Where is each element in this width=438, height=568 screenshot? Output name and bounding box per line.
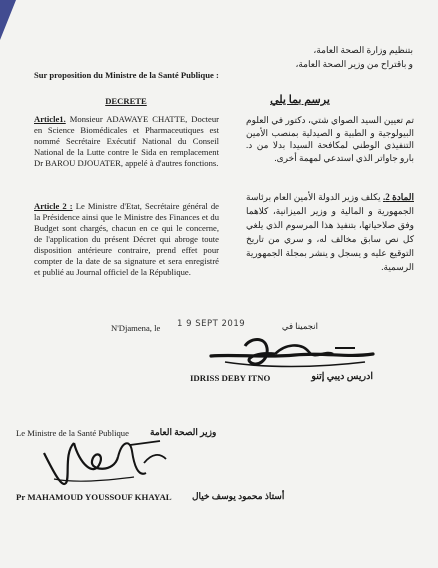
president-signature: [205, 328, 380, 376]
article2-fr: [34, 201, 219, 278]
arabic-decree-title: يرسم بما يلي: [270, 94, 330, 106]
minister-name-ar: أستاذ محمود يوسف خيال: [192, 491, 285, 501]
article1-fr: [34, 114, 219, 169]
arabic-header-line1: بتنظيم وزارة الصحة العامة،: [313, 45, 413, 55]
article1-ar: تم تعيين السيد الصواي شتي، دكتور في العلوم البيولوجية و الطبية و الصيدلية بمنصب الأمين التنفيذي الوطني لمكافحة السيدا بدلا من د. بارو جاواتر الذي استدعي لمهمة أخرى.: [246, 115, 414, 163]
minister-title-fr: Le Ministre de la Santé Publique: [16, 428, 129, 438]
article1-text-fr: Monsieur ADAWAYE CHATTE, Docteur en Science Biomédicales et Pharmaceutiques est nommé Secrétaire Exécutif National du Conseil National de la Lutte contre le Sida en remplacement Dr BAROU DJOUATER, appelé à d'autres fonctions.: [34, 114, 219, 168]
minister-title-ar: وزير الصحة العامة: [150, 427, 217, 437]
article2-text-fr: Le Ministre d'Etat, Secrétaire général de la Présidence ainsi que le Ministre des Finances et du Budget sont chargés, chacun en ce qui le concerne, de l'application du présent Décret qui abroge toute disposition antérieure contraire, prend effet pour compter de la date de sa signature et sera enregistré et publié au Journal officiel de la République.: [34, 201, 219, 277]
minister-name-fr: Pr MAHAMOUD YOUSSOUF KHAYAL: [16, 492, 172, 502]
decrete-heading: DECRETE: [105, 96, 147, 106]
date-stamp: 1 9 SEPT 2019: [177, 319, 246, 329]
article2-label-ar: المادة 2.: [382, 192, 414, 202]
president-name-ar: ادريس ديبي إتنو: [311, 372, 373, 382]
signed-at-ar: انجمينا في: [281, 321, 318, 331]
article2-ar: [246, 190, 414, 274]
arabic-header-line2: و باقتراح من وزير الصحة العامة،: [295, 59, 413, 69]
article1-label-fr: Article1.: [34, 114, 66, 124]
article2-text-ar: يكلف وزير الدولة الأمين العام برئاسة الجمهورية و المالية و وزير الميزانية، كلاهما وفق صلاحياتها، بتنفيذ هذا المرسوم الذي يلغي كل نص سابق مخالف له، و سري من تاريخ التوقيع عليه و يسجل و ينشر بمجلة الجمهورية الرسمية.: [246, 192, 414, 272]
corner-fold: [0, 0, 16, 40]
president-name-fr: IDRISS DEBY ITNO: [190, 373, 271, 383]
article2-label-fr: Article 2 :: [34, 201, 73, 211]
minister-signature: [34, 433, 174, 493]
proposal-line: Sur proposition du Ministre de la Santé Publique :: [34, 70, 219, 80]
place-date-label: N'Djamena, le: [111, 323, 161, 333]
